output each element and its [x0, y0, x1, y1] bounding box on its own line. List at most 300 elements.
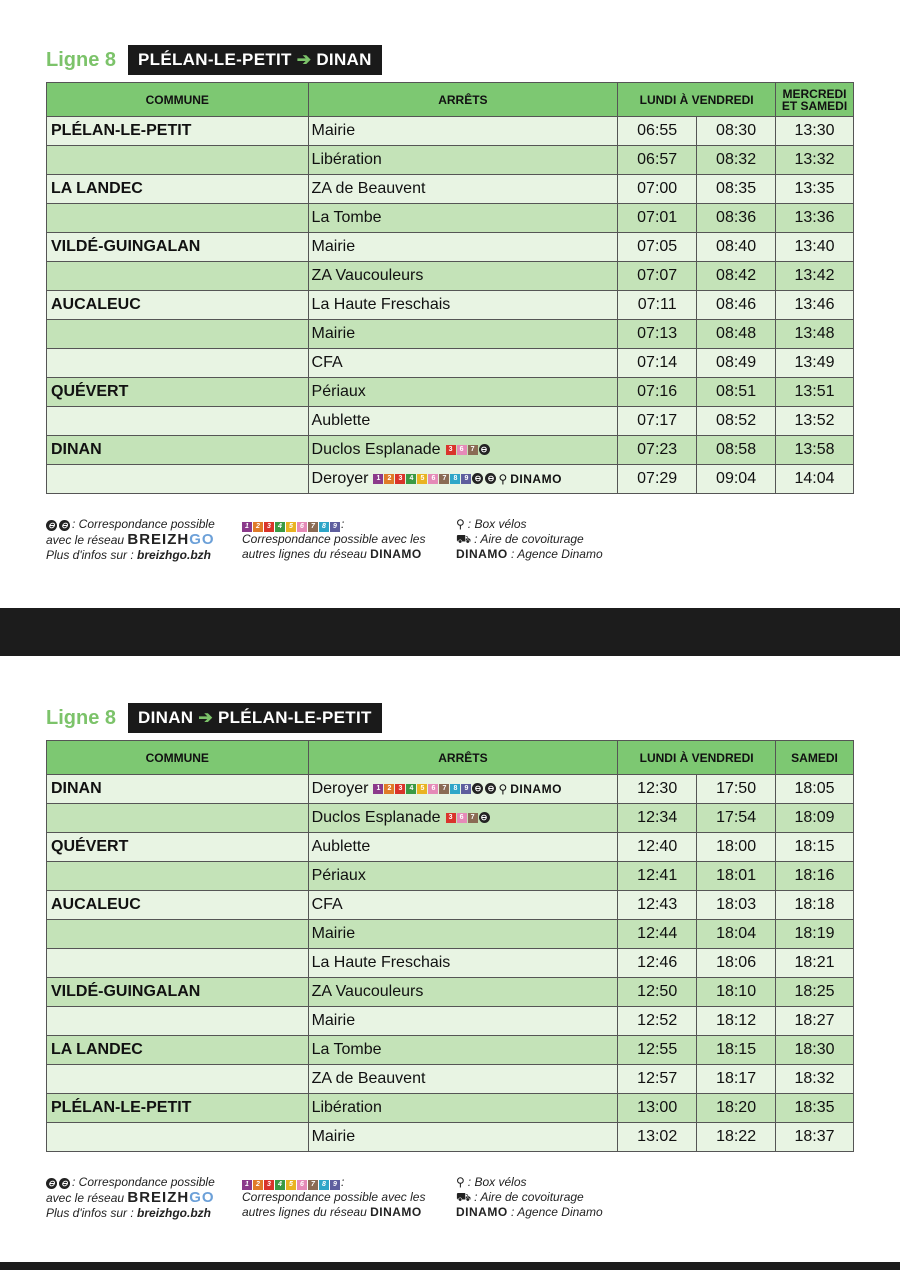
table-row — [47, 117, 854, 146]
table-row — [47, 1123, 854, 1152]
time-cell: 07:14 — [618, 349, 697, 378]
stop-name: ZA de Beauvent — [311, 1070, 426, 1087]
stop-name: Périaux — [311, 867, 366, 884]
time-cell: 18:22 — [697, 1123, 776, 1152]
breizhgo-icon: ⊖ — [59, 520, 70, 531]
time-cell: 13:42 — [776, 262, 854, 291]
stop-name: La Tombe — [311, 1041, 382, 1058]
legend-text: : Aire de covoiturage — [474, 1190, 584, 1204]
time-cell: 13:49 — [776, 349, 854, 378]
time-cell: 12:52 — [618, 1007, 697, 1036]
time-cell: 07:17 — [618, 407, 697, 436]
time-cell: 07:23 — [618, 436, 697, 465]
commune-cell: PLÉLAN-LE-PETIT — [47, 117, 309, 146]
dinamo-logo-icon: DINAMO — [456, 547, 508, 561]
line-badge-icon: 9 — [461, 474, 471, 484]
commune-cell — [47, 204, 309, 233]
time-cell: 18:21 — [776, 949, 854, 978]
legend-line — [242, 1205, 425, 1220]
legend — [46, 517, 854, 577]
commune-cell — [47, 949, 309, 978]
line-badge-icon: 8 — [319, 522, 329, 532]
legend-text: : Agence Dinamo — [511, 547, 603, 561]
header-weekday: LUNDI À VENDREDI — [618, 83, 776, 117]
stop-name: ZA Vaucouleurs — [311, 267, 424, 284]
legend-lines — [242, 517, 425, 562]
line-badge-icon: 5 — [417, 784, 427, 794]
commune-cell: VILDÉ-GUINGALAN — [47, 978, 309, 1007]
header-extra: MERCREDI ET SAMEDI — [776, 83, 854, 117]
table-row — [47, 320, 854, 349]
commune-cell — [47, 262, 309, 291]
stop-name: Périaux — [311, 383, 366, 400]
line-badge-icon: 6 — [428, 474, 438, 484]
time-cell: 14:04 — [776, 465, 854, 494]
stop-cell — [308, 378, 618, 407]
table-row — [47, 204, 854, 233]
stop-name: CFA — [311, 354, 343, 371]
stop-cell — [308, 262, 618, 291]
commune-cell: QUÉVERT — [47, 378, 309, 407]
line-badge-icon: 4 — [275, 522, 285, 532]
time-cell: 12:34 — [618, 804, 697, 833]
commune-cell — [47, 920, 309, 949]
breizhgo-icon: ⊖ — [46, 520, 57, 531]
stop-cell — [308, 117, 618, 146]
legend-services — [456, 517, 603, 562]
time-cell: 13:35 — [776, 175, 854, 204]
breizhgo-icon: ⊖ — [479, 444, 490, 455]
time-cell: 08:32 — [697, 146, 776, 175]
table-row — [47, 804, 854, 833]
legend-text: Plus d'infos sur : — [46, 548, 134, 562]
time-cell: 18:17 — [697, 1065, 776, 1094]
line-badge-icon: 7 — [468, 445, 478, 455]
time-cell: 13:36 — [776, 204, 854, 233]
stop-cell — [308, 146, 618, 175]
stop-cell — [308, 833, 618, 862]
stop-cell — [308, 1123, 618, 1152]
time-cell: 18:15 — [697, 1036, 776, 1065]
stop-cell — [308, 920, 618, 949]
dinamo-logo-icon: DINAMO — [456, 1205, 508, 1219]
stop-name: Mairie — [311, 238, 356, 255]
connection-icons — [373, 782, 561, 796]
stop-cell — [308, 175, 618, 204]
time-cell: 18:32 — [776, 1065, 854, 1094]
stop-name: Aublette — [311, 838, 371, 855]
stop-name: La Haute Freschais — [311, 954, 451, 971]
time-cell: 18:35 — [776, 1094, 854, 1123]
time-cell: 07:05 — [618, 233, 697, 262]
line-badge-icon: 7 — [439, 784, 449, 794]
legend-lines — [242, 1175, 425, 1220]
time-cell: 07:13 — [618, 320, 697, 349]
commune-cell: VILDÉ-GUINGALAN — [47, 233, 309, 262]
time-cell: 18:06 — [697, 949, 776, 978]
time-cell: 08:30 — [697, 117, 776, 146]
legend-line — [456, 517, 603, 532]
stop-cell — [308, 1007, 618, 1036]
legend-line — [242, 532, 425, 547]
legend-line — [456, 547, 603, 562]
time-cell: 08:36 — [697, 204, 776, 233]
stop-name: Mairie — [311, 925, 356, 942]
legend — [46, 1175, 854, 1235]
time-cell: 07:00 — [618, 175, 697, 204]
time-cell: 18:04 — [697, 920, 776, 949]
time-cell: 12:44 — [618, 920, 697, 949]
table-row — [47, 146, 854, 175]
line-badge-icon: 7 — [468, 813, 478, 823]
table-row — [47, 436, 854, 465]
table-row — [47, 349, 854, 378]
timetable — [46, 740, 854, 1152]
line-badge-icon: 1 — [373, 784, 383, 794]
time-cell: 08:51 — [697, 378, 776, 407]
stop-cell — [308, 465, 618, 494]
line-badge-icon: 5 — [286, 522, 296, 532]
line-badge-icon: 2 — [253, 1180, 263, 1190]
table-row — [47, 291, 854, 320]
line-badge-icon: 6 — [457, 813, 467, 823]
stop-cell — [308, 775, 618, 804]
legend-line — [46, 1190, 215, 1206]
commune-cell: QUÉVERT — [47, 833, 309, 862]
connection-icons — [373, 472, 561, 486]
dinamo-logo-icon: DINAMO — [510, 781, 562, 796]
time-cell: 18:30 — [776, 1036, 854, 1065]
time-cell: 12:40 — [618, 833, 697, 862]
legend-text: : Aire de covoiturage — [474, 532, 584, 546]
line-badge-icon: 2 — [253, 522, 263, 532]
header-commune: COMMUNE — [47, 741, 309, 775]
stop-cell — [308, 804, 618, 833]
line-badge-icon: 7 — [439, 474, 449, 484]
time-cell: 18:00 — [697, 833, 776, 862]
stop-name: Mairie — [311, 325, 356, 342]
arrow-right-icon: ➔ — [296, 50, 312, 69]
line-badge-icon: 6 — [297, 1180, 307, 1190]
commune-cell: DINAN — [47, 436, 309, 465]
stop-name: Libération — [311, 151, 382, 168]
breizhgo-icon: ⊖ — [485, 473, 496, 484]
line-badge-icon: 4 — [275, 1180, 285, 1190]
stop-cell — [308, 204, 618, 233]
line-badge-icon: 1 — [242, 522, 252, 532]
commune-cell — [47, 146, 309, 175]
breizhgo-icon: ⊖ — [479, 812, 490, 823]
breizhgo-logo — [127, 1189, 214, 1206]
section-title — [46, 702, 382, 734]
time-cell: 12:43 — [618, 891, 697, 920]
stop-cell — [308, 1065, 618, 1094]
time-cell: 08:42 — [697, 262, 776, 291]
time-cell: 13:40 — [776, 233, 854, 262]
table-row — [47, 862, 854, 891]
legend-line — [46, 548, 215, 563]
breizhgo-link[interactable]: breizhgo.bzh — [137, 548, 212, 562]
line-badge-icon: 3 — [395, 784, 405, 794]
bike-box-icon: ⚲ — [456, 1175, 465, 1189]
timetable — [46, 82, 854, 494]
breizhgo-icon: ⊖ — [472, 473, 483, 484]
legend-line — [46, 532, 215, 548]
time-cell: 13:52 — [776, 407, 854, 436]
line-label: Ligne 8 — [46, 48, 117, 71]
line-badge-icon: 1 — [242, 1180, 252, 1190]
line-badge-icon: 5 — [417, 474, 427, 484]
table-row — [47, 1065, 854, 1094]
commune-cell: PLÉLAN-LE-PETIT — [47, 1094, 309, 1123]
table-row — [47, 891, 854, 920]
legend-line — [456, 532, 603, 547]
commune-cell: AUCALEUC — [47, 891, 309, 920]
breizhgo-icon: ⊖ — [46, 1178, 57, 1189]
brand-text: BREIZH — [127, 531, 190, 548]
commune-cell: AUCALEUC — [47, 291, 309, 320]
carpool-icon: ⛟ — [456, 532, 472, 546]
stop-cell — [308, 862, 618, 891]
time-cell: 07:29 — [618, 465, 697, 494]
commune-cell — [47, 1123, 309, 1152]
line-badge-icon: 6 — [457, 445, 467, 455]
bike-box-icon: ⚲ — [456, 517, 465, 531]
stop-cell — [308, 1094, 618, 1123]
time-cell: 08:40 — [697, 233, 776, 262]
stop-name: Libération — [311, 1099, 382, 1116]
line-badge-icon: 1 — [373, 474, 383, 484]
stop-name: Deroyer — [311, 470, 369, 487]
legend-text: : Agence Dinamo — [511, 1205, 603, 1219]
line-badge-icon: 2 — [384, 474, 394, 484]
line-badge-icon: 7 — [308, 1180, 318, 1190]
time-cell: 13:48 — [776, 320, 854, 349]
commune-cell — [47, 1007, 309, 1036]
legend-line — [242, 547, 425, 562]
legend-services — [456, 1175, 603, 1220]
legend-line — [456, 1190, 603, 1205]
brand-text-go: GO — [189, 531, 215, 548]
brand-text: BREIZH — [127, 1189, 190, 1206]
time-cell: 08:49 — [697, 349, 776, 378]
time-cell: 17:50 — [697, 775, 776, 804]
time-cell: 18:27 — [776, 1007, 854, 1036]
time-cell: 08:52 — [697, 407, 776, 436]
breizhgo-link[interactable]: breizhgo.bzh — [137, 1206, 212, 1220]
time-cell: 18:05 — [776, 775, 854, 804]
route-label: PLÉLAN-LE-PETIT ➔ DINAN — [128, 45, 382, 75]
time-cell: 07:16 — [618, 378, 697, 407]
header-arrets: ARRÊTS — [308, 741, 618, 775]
line-badge-icon: 8 — [450, 784, 460, 794]
time-cell: 12:46 — [618, 949, 697, 978]
brand-text-go: GO — [189, 1189, 215, 1206]
time-cell: 08:48 — [697, 320, 776, 349]
line-label: Ligne 8 — [46, 706, 117, 729]
legend-text: : Box vélos — [467, 1175, 527, 1189]
time-cell: 18:12 — [697, 1007, 776, 1036]
stop-cell — [308, 349, 618, 378]
table-row — [47, 1036, 854, 1065]
commune-cell — [47, 407, 309, 436]
time-cell: 18:37 — [776, 1123, 854, 1152]
legend-line — [242, 517, 425, 532]
time-cell: 18:01 — [697, 862, 776, 891]
timetable-body — [47, 775, 854, 1152]
legend-text: autres lignes du réseau — [242, 1205, 367, 1219]
time-cell: 08:58 — [697, 436, 776, 465]
table-row — [47, 233, 854, 262]
commune-cell — [47, 320, 309, 349]
line-badge-icon: 6 — [428, 784, 438, 794]
legend-text: autres lignes du réseau — [242, 547, 367, 561]
breizhgo-icon: ⊖ — [485, 783, 496, 794]
table-row — [47, 1007, 854, 1036]
table-row — [47, 262, 854, 291]
time-cell: 12:30 — [618, 775, 697, 804]
legend-line — [46, 1206, 215, 1221]
table-row — [47, 833, 854, 862]
dinamo-logo-icon: DINAMO — [370, 1205, 422, 1219]
time-cell: 13:51 — [776, 378, 854, 407]
legend-line — [242, 1190, 425, 1205]
table-row — [47, 407, 854, 436]
header-weekday: LUNDI À VENDREDI — [618, 741, 776, 775]
line-badge-icon: 9 — [330, 1180, 340, 1190]
stop-cell — [308, 891, 618, 920]
time-cell: 07:07 — [618, 262, 697, 291]
time-cell: 18:09 — [776, 804, 854, 833]
header-arrets: ARRÊTS — [308, 83, 618, 117]
line-badge-icon: 3 — [446, 445, 456, 455]
stop-cell — [308, 407, 618, 436]
stop-name: Aublette — [311, 412, 371, 429]
table-row — [47, 978, 854, 1007]
table-row — [47, 775, 854, 804]
stop-cell — [308, 233, 618, 262]
stop-name: Duclos Esplanade — [311, 441, 441, 458]
commune-cell — [47, 349, 309, 378]
line-badge-icon: 3 — [264, 522, 274, 532]
stop-cell — [308, 320, 618, 349]
connection-icons — [446, 812, 492, 823]
time-cell: 13:32 — [776, 146, 854, 175]
header-commune: COMMUNE — [47, 83, 309, 117]
time-cell: 09:04 — [697, 465, 776, 494]
stop-name: La Tombe — [311, 209, 382, 226]
line-badge-icon: 8 — [450, 474, 460, 484]
time-cell: 07:01 — [618, 204, 697, 233]
dinamo-logo-icon: DINAMO — [510, 471, 562, 486]
line-badge-icon: 3 — [395, 474, 405, 484]
time-cell: 12:41 — [618, 862, 697, 891]
route-label: DINAN ➔ PLÉLAN-LE-PETIT — [128, 703, 382, 733]
time-cell: 13:30 — [776, 117, 854, 146]
time-cell: 18:25 — [776, 978, 854, 1007]
stop-cell — [308, 436, 618, 465]
legend-text: : — [341, 517, 345, 531]
legend-line — [456, 1205, 603, 1220]
stop-cell — [308, 949, 618, 978]
line-badge-icon: 7 — [308, 522, 318, 532]
table-row — [47, 465, 854, 494]
time-cell: 18:16 — [776, 862, 854, 891]
legend-text: avec le réseau — [46, 1191, 125, 1205]
legend-text: : — [341, 1175, 345, 1189]
table-row — [47, 378, 854, 407]
stop-cell — [308, 291, 618, 320]
carpool-icon: ⛟ — [456, 1190, 472, 1204]
legend-text: : Correspondance possible — [72, 1175, 215, 1189]
time-cell: 08:35 — [697, 175, 776, 204]
header-extra: SAMEDI — [776, 741, 854, 775]
legend-text: : Box vélos — [467, 517, 527, 531]
legend-text: Correspondance possible avec les — [242, 532, 426, 546]
time-cell: 17:54 — [697, 804, 776, 833]
separator-band — [0, 608, 900, 656]
table-row — [47, 920, 854, 949]
breizhgo-icon: ⊖ — [59, 1178, 70, 1189]
stop-cell — [308, 1036, 618, 1065]
line-badge-icon: 5 — [286, 1180, 296, 1190]
time-cell: 13:58 — [776, 436, 854, 465]
time-cell: 07:11 — [618, 291, 697, 320]
legend-text: avec le réseau — [46, 533, 125, 547]
legend-text: Plus d'infos sur : — [46, 1206, 134, 1220]
time-cell: 12:50 — [618, 978, 697, 1007]
time-cell: 12:55 — [618, 1036, 697, 1065]
commune-cell — [47, 465, 309, 494]
line-badge-icon: 9 — [461, 784, 471, 794]
table-row — [47, 175, 854, 204]
time-cell: 13:46 — [776, 291, 854, 320]
table-row — [47, 1094, 854, 1123]
time-cell: 13:02 — [618, 1123, 697, 1152]
time-cell: 18:20 — [697, 1094, 776, 1123]
line-badge-icon: 2 — [384, 784, 394, 794]
commune-cell — [47, 1065, 309, 1094]
legend-line — [46, 1175, 215, 1190]
line-badge-icon: 4 — [406, 474, 416, 484]
stop-name: ZA de Beauvent — [311, 180, 426, 197]
line-badge-icon: 9 — [330, 522, 340, 532]
line-badge-icon: 8 — [319, 1180, 329, 1190]
line-badge-icon: 3 — [446, 813, 456, 823]
legend-line — [46, 517, 215, 532]
commune-cell: LA LANDEC — [47, 1036, 309, 1065]
time-cell: 12:57 — [618, 1065, 697, 1094]
stop-name: La Haute Freschais — [311, 296, 451, 313]
line-badge-icon: 3 — [264, 1180, 274, 1190]
commune-cell: DINAN — [47, 775, 309, 804]
commune-cell: LA LANDEC — [47, 175, 309, 204]
stop-name: CFA — [311, 896, 343, 913]
commune-cell — [47, 862, 309, 891]
stop-name: Duclos Esplanade — [311, 809, 441, 826]
time-cell: 06:57 — [618, 146, 697, 175]
legend-text: : Correspondance possible — [72, 517, 215, 531]
time-cell: 18:03 — [697, 891, 776, 920]
time-cell: 18:15 — [776, 833, 854, 862]
timetable-body — [47, 117, 854, 494]
legend-text: Correspondance possible avec les — [242, 1190, 426, 1204]
stop-cell — [308, 978, 618, 1007]
line-badge-icon: 4 — [406, 784, 416, 794]
bike-box-icon: ⚲ — [498, 471, 508, 486]
legend-line — [242, 1175, 425, 1190]
arrow-right-icon: ➔ — [198, 708, 213, 727]
